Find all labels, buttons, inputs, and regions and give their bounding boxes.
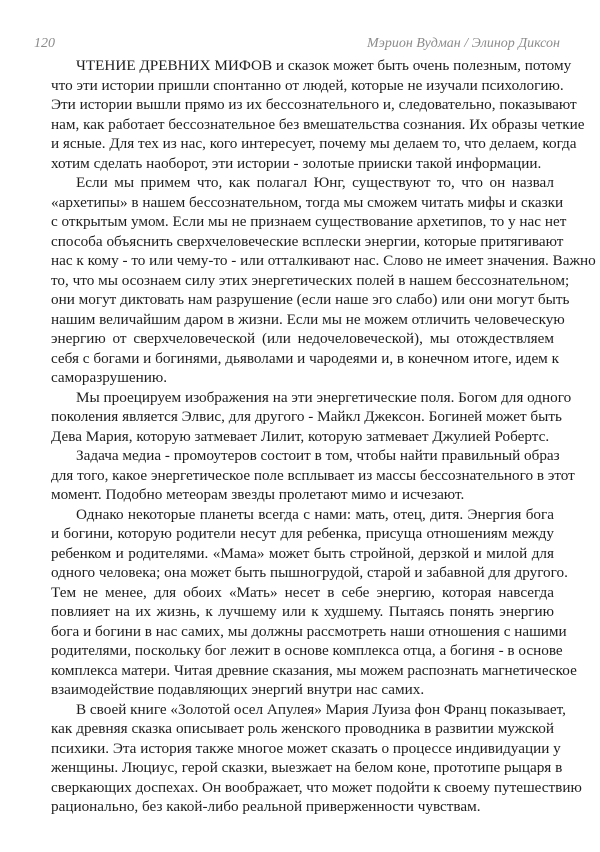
text-line: энергию от сверхчеловеческой (или недочеловеческой), мы отождествляем <box>51 330 554 347</box>
paragraph <box>51 56 585 173</box>
text-line: психики. Эта история также многое может сказать о процессе индивидуации у <box>51 739 561 757</box>
text-line: Эти истории вышли прямо из их бессознательного и, следовательно, показывают <box>51 96 577 113</box>
text-line: ЧТЕНИЕ ДРЕВНИХ МИФОВ и сказок может быть очень полезным, потому <box>76 57 572 74</box>
text-line: для того, какое энергетическое поле всплывает из массы бессознательного в этот <box>51 466 575 484</box>
text-line: бога и богини в нас самих, мы должны рассмотреть наши отношения с нашими <box>51 622 567 640</box>
running-header <box>34 36 560 56</box>
paragraph <box>51 505 577 700</box>
paragraph <box>51 446 575 505</box>
text-line: нам, как работает бессознательное без вмешательства сознания. Их образы четкие <box>51 115 585 133</box>
text-line: Если мы примем что, как полагал Юнг, существуют то, что он назвал <box>76 174 554 191</box>
page-number: 120 <box>34 36 55 51</box>
text-line: нашим величайшим даром в жизни. Если мы не можем отличить человеческую <box>51 310 565 328</box>
text-line: рационально, без какой-либо реальной приверженности чувствам. <box>51 798 481 815</box>
text-line: поколения является Элвис, для другого - Майкл Джексон. Богиней может быть <box>51 408 562 425</box>
text-line: и богини, которую родители несут для ребенка, присуща отношениям между <box>51 525 554 542</box>
paragraph <box>51 700 582 817</box>
paragraph <box>51 388 572 447</box>
text-line: как древняя сказка описывает роль женского проводника в развитии мужской <box>51 720 554 737</box>
text-line: способа объяснить сверхчеловеческие всплески энергии, которые притягивают <box>51 232 564 250</box>
text-line: одного человека; она может быть пышногрудой, старой и забавной для другого. <box>51 564 568 581</box>
text-line: комплекса матери. Читая древние сказания, мы можем распознать магнетическое <box>51 661 577 679</box>
text-line: родителями, поскольку бог лежит в основе комплекса отца, а богиня - в основе <box>51 642 563 659</box>
text-line: Задача медиа - промоутеров состоит в том, чтобы найти правильный образ <box>76 447 560 464</box>
text-line: саморазрушению. <box>51 369 168 386</box>
text-line: Мы проецируем изображения на эти энергетические поля. Богом для одного <box>76 388 572 406</box>
text-line: они могут диктовать нам разрушение (если наше эго слабо) или они могут быть <box>51 291 570 308</box>
text-line: что эти истории пришли спонтанно от людей, которые не изучали психологию. <box>51 76 564 94</box>
text-line: то, что мы осознаем силу этих энергетических полей в нашем бессознательном; <box>51 271 570 289</box>
text-line: хотим сделать наоборот, эти истории - золотые прииски такой информации. <box>51 154 542 172</box>
running-head-authors: Мэрион Вудман / Элинор Диксон <box>366 36 560 51</box>
text-line: Тем не менее, для обоих «Мать» несет в себе энергию, которая навсегда <box>51 583 554 601</box>
text-line: сверкающих доспехах. Он воображает, что может подойти к своему путешествию <box>51 778 582 796</box>
text-line: с открытым умом. Если мы не признаем существование архетипов, то у нас нет <box>51 213 567 230</box>
text-line: взаимодействие подавляющих энергий внутри нас самих. <box>51 681 425 698</box>
text-line: нас к кому - то или чему-то - или отталкивают нас. Слово не имеет значения. Важно <box>51 252 596 269</box>
body-text <box>51 56 596 817</box>
text-line: Однако некоторые планеты всегда с нами: мать, отец, дитя. Энергия бога <box>76 505 554 523</box>
text-line: ребенком и родителями. «Мама» может быть стройной, дерзкой и милой для <box>51 544 554 562</box>
text-line: Дева Мария, которую затмевает Лилит, которую затмевает Джулией Робертс. <box>51 427 550 445</box>
text-line: себя с богами и богинями, дьяволами и чародеями и, в конечном итоге, идем к <box>51 349 559 367</box>
text-line: момент. Подобно метеорам звезды пролетают мимо и исчезают. <box>51 486 465 503</box>
text-line: и ясные. Для тех из нас, кого интересует, почему мы делаем то, что делаем, когда <box>51 135 577 152</box>
text-line: В своей книге «Золотой осел Апулея» Мария Луиза фон Франц показывает, <box>76 700 566 718</box>
text-line: женщины. Люциус, герой сказки, выезжает на белом коне, прототипе рыцаря в <box>51 759 563 776</box>
text-line: «архетипы» в нашем бессознательном, тогда мы сможем читать мифы и сказки <box>51 193 564 211</box>
text-line: повлияет на их жизнь, к лучшему или к худшему. Пытаясь понять энергию <box>51 603 554 620</box>
paragraph <box>51 173 596 388</box>
